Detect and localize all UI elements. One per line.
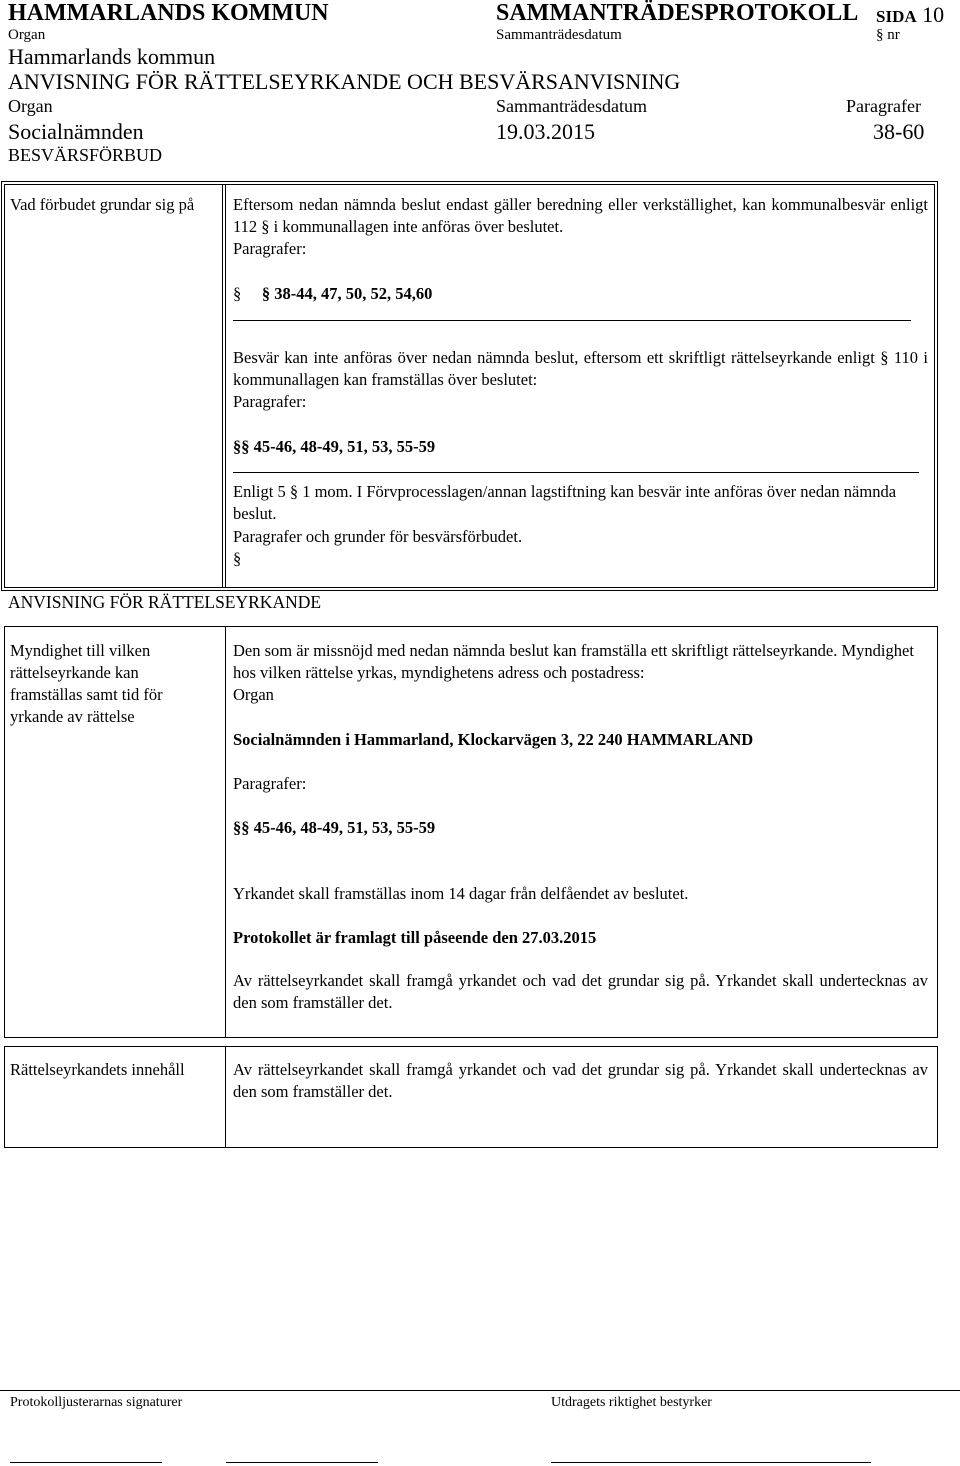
page-indicator xyxy=(876,2,944,28)
anvisning-organ-label: Organ xyxy=(233,685,274,704)
besvarsforbud-divider xyxy=(222,184,223,588)
protocol-notice: Protokollet är framlagt till påseende den 27.03.2015 xyxy=(233,928,597,947)
organ-label-top: Organ xyxy=(8,27,46,43)
anvisning-paragraph-1: Den som är missnöjd med nedan nämnda beslut kan framställa ett skriftligt rättelseyrkande. Myndighet hos vilken rättelse yrkas, myndighetens adress och postadress: xyxy=(233,641,914,682)
innehall-left-label: Rättelseyrkandets innehåll xyxy=(10,1060,185,1079)
certification-line xyxy=(551,1462,871,1463)
footer-certification-label: Utdragets riktighet bestyrker xyxy=(551,1395,712,1410)
anvisning-paragrafer-list: §§ 45-46, 48-49, 51, 53, 55-59 xyxy=(233,818,436,837)
separator-line-1 xyxy=(233,320,911,321)
page-label: SIDA xyxy=(876,7,917,26)
besvarsforbud-paragraph-2: Besvär kan inte anföras över nedan nämnda beslut, eftersom ett skriftligt rättelseyrkande enligt § 110 i kommunallagen kan framställas över beslutet: xyxy=(233,348,928,389)
innehall-text: Av rättelseyrkandet skall framgå yrkandet och vad det grundar sig på. Yrkandet skall undertecknas av den som framställer det. xyxy=(233,1060,928,1101)
anvisning-content: Av rättelseyrkandet skall framgå yrkandet och vad det grundar sig på. Yrkandet skall undertecknas av den som framställer det. xyxy=(233,971,928,1012)
anvisning-address: Socialnämnden i Hammarland, Klockarvägen 3, 22 240 HAMMARLAND xyxy=(233,730,754,749)
footer-signatures-label: Protokolljusterarnas signaturer xyxy=(10,1395,183,1410)
municipality-name: HAMMARLANDS KOMMUN xyxy=(8,0,329,26)
anvisning-divider xyxy=(225,626,226,1037)
besvarsforbud-left-label: Vad förbudet grundar sig på xyxy=(10,195,195,214)
anvisning-paragrafer-label: Paragrafer: xyxy=(233,774,307,793)
besvarsforbud-p3-symbol: § xyxy=(233,549,242,568)
page-number: 10 xyxy=(922,2,945,27)
paragrafer-label: Paragrafer xyxy=(846,96,921,116)
separator-line-2 xyxy=(233,472,919,473)
besvarsforbud-p2-paragraph-list: §§ 45-46, 48-49, 51, 53, 55-59 xyxy=(233,437,436,456)
anvisning-left-label: Myndighet till vilken rättelseyrkande kan framställas samt tid för yrkande av rättelse xyxy=(10,641,163,726)
besvarsforbud-p1-paragraph-list: § § 38-44, 47, 50, 52, 54,60 xyxy=(233,284,433,303)
document-type: SAMMANTRÄDESPROTOKOLL xyxy=(496,0,859,26)
signature-line-1 xyxy=(10,1462,162,1463)
besvarsforbud-p1-paragrafer-label: Paragrafer: xyxy=(233,239,307,258)
signature-line-2 xyxy=(226,1462,378,1463)
section-title: BESVÄRSFÖRBUD xyxy=(8,145,163,165)
footer-top-line xyxy=(0,1390,960,1391)
date-label-top: Sammanträdesdatum xyxy=(496,27,622,43)
kommun-name: Hammarlands kommun xyxy=(8,44,216,69)
date-value: 19.03.2015 xyxy=(496,119,595,144)
document-title: ANVISNING FÖR RÄTTELSEYRKANDE OCH BESVÄRSANVISNING xyxy=(8,69,681,94)
organ-label: Organ xyxy=(8,96,53,116)
organ-value: Socialnämnden xyxy=(8,119,144,144)
paragrafer-value: 38-60 xyxy=(873,119,925,144)
besvarsforbud-divider-2 xyxy=(225,184,226,588)
anvisning-deadline: Yrkandet skall framställas inom 14 dagar från delfåendet av beslutet. xyxy=(233,884,689,903)
besvarsforbud-paragraph-1: Eftersom nedan nämnda beslut endast gäller beredning eller verkställighet, kan kommunalbesvär enligt 112 § i kommunallagen inte anföras över beslutet. xyxy=(233,195,928,236)
besvarsforbud-paragraph-3: Enligt 5 § 1 mom. I Förvprocesslagen/annan lagstiftning kan besvär inte anföras över nedan nämnda beslut. xyxy=(233,482,897,523)
date-label: Sammanträdesdatum xyxy=(496,96,647,116)
nr-label: § nr xyxy=(876,27,900,43)
besvarsforbud-p2-paragrafer-label: Paragrafer: xyxy=(233,392,307,411)
innehall-divider xyxy=(225,1046,226,1147)
besvarsforbud-p3-label: Paragrafer och grunder för besvärsförbudet. xyxy=(233,527,523,546)
anvisning-title: ANVISNING FÖR RÄTTELSEYRKANDE xyxy=(8,592,322,612)
